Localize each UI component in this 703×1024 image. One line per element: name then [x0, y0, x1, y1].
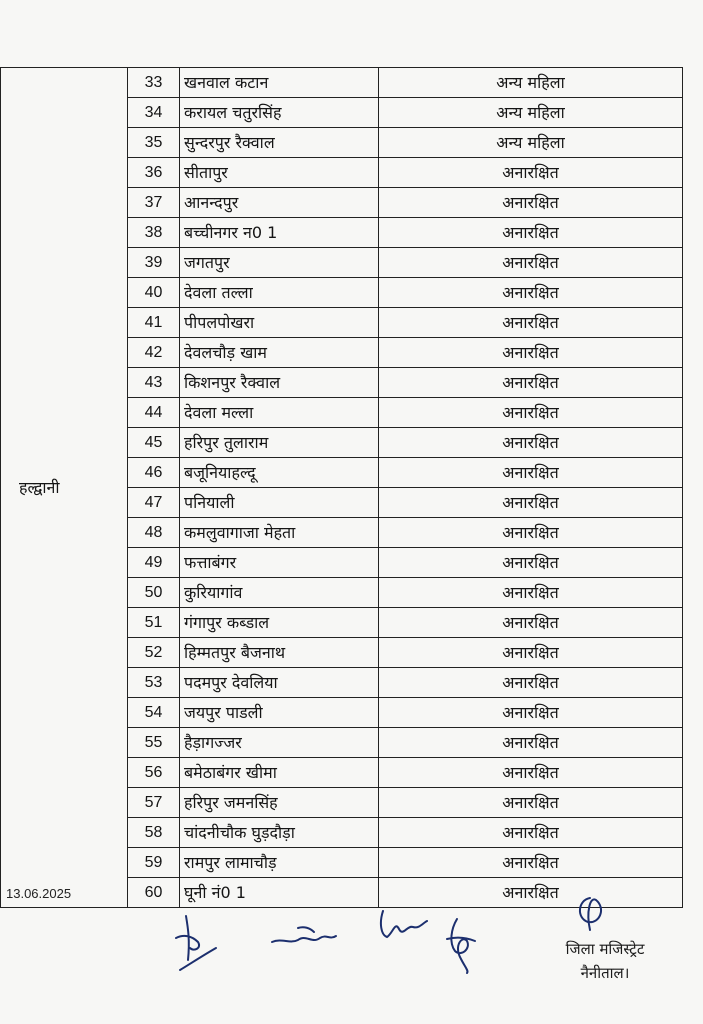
- reservation-category-cell: अनारक्षित: [379, 818, 683, 848]
- reservation-category-cell: अन्य महिला: [379, 98, 683, 128]
- reservation-category-cell: अनारक्षित: [379, 488, 683, 518]
- reservation-category-cell: अनारक्षित: [379, 278, 683, 308]
- village-name-cell: पीपलपोखरा: [180, 308, 379, 338]
- reservation-table: [0, 67, 683, 908]
- village-name-cell: चांदनीचौक घुड़दौड़ा: [180, 818, 379, 848]
- village-name-cell: करायल चतुरसिंह: [180, 98, 379, 128]
- serial-number-cell: 46: [128, 458, 180, 488]
- village-name-cell: हरिपुर तुलाराम: [180, 428, 379, 458]
- serial-number-cell: 54: [128, 698, 180, 728]
- village-name-cell: जयपुर पाडली: [180, 698, 379, 728]
- village-name-cell: देवला तल्ला: [180, 278, 379, 308]
- signature-3: [373, 903, 431, 947]
- reservation-category-cell: अनारक्षित: [379, 458, 683, 488]
- village-name-cell: हरिपुर जमनसिंह: [180, 788, 379, 818]
- serial-number-cell: 53: [128, 668, 180, 698]
- signatory-block: [530, 897, 680, 985]
- reservation-category-cell: अनारक्षित: [379, 848, 683, 878]
- serial-number-cell: 55: [128, 728, 180, 758]
- serial-number-cell: 42: [128, 338, 180, 368]
- table-row: [1, 68, 683, 98]
- reservation-category-cell: अनारक्षित: [379, 548, 683, 578]
- serial-number-cell: 51: [128, 608, 180, 638]
- serial-number-cell: 36: [128, 158, 180, 188]
- village-name-cell: देवलचौड़ खाम: [180, 338, 379, 368]
- serial-number-cell: 48: [128, 518, 180, 548]
- serial-number-cell: 57: [128, 788, 180, 818]
- block-name-cell: हल्द्वानी: [1, 68, 128, 908]
- serial-number-cell: 52: [128, 638, 180, 668]
- serial-number-cell: 35: [128, 128, 180, 158]
- table-body: [1, 68, 683, 908]
- document-date: 13.06.2025: [6, 886, 72, 901]
- village-name-cell: फत्ताबंगर: [180, 548, 379, 578]
- serial-number-cell: 41: [128, 308, 180, 338]
- village-name-cell: देवला मल्ला: [180, 398, 379, 428]
- serial-number-cell: 40: [128, 278, 180, 308]
- serial-number-cell: 39: [128, 248, 180, 278]
- signatory-title: जिला मजिस्ट्रेट: [565, 940, 645, 958]
- serial-number-cell: 34: [128, 98, 180, 128]
- reservation-category-cell: अनारक्षित: [379, 158, 683, 188]
- serial-number-cell: 59: [128, 848, 180, 878]
- reservation-category-cell: अनारक्षित: [379, 878, 683, 908]
- reservation-category-cell: अनारक्षित: [379, 758, 683, 788]
- reservation-category-cell: अनारक्षित: [379, 188, 683, 218]
- serial-number-cell: 43: [128, 368, 180, 398]
- signature-2: [268, 918, 340, 954]
- village-name-cell: किशनपुर रैक्वाल: [180, 368, 379, 398]
- village-name-cell: बजूनियाहल्दू: [180, 458, 379, 488]
- serial-number-cell: 45: [128, 428, 180, 458]
- village-name-cell: कुरियागांव: [180, 578, 379, 608]
- reservation-category-cell: अनारक्षित: [379, 788, 683, 818]
- serial-number-cell: 37: [128, 188, 180, 218]
- reservation-category-cell: अनारक्षित: [379, 398, 683, 428]
- village-name-cell: खनवाल कटान: [180, 68, 379, 98]
- village-name-cell: रामपुर लामाचौड़: [180, 848, 379, 878]
- serial-number-cell: 50: [128, 578, 180, 608]
- reservation-category-cell: अनारक्षित: [379, 638, 683, 668]
- village-name-cell: बमेठाबंगर खीमा: [180, 758, 379, 788]
- village-name-cell: सुन्दरपुर रैक्वाल: [180, 128, 379, 158]
- reservation-category-cell: अनारक्षित: [379, 248, 683, 278]
- village-name-cell: पनियाली: [180, 488, 379, 518]
- village-name-cell: बच्चीनगर न0 1: [180, 218, 379, 248]
- reservation-category-cell: अनारक्षित: [379, 668, 683, 698]
- village-name-cell: जगतपुर: [180, 248, 379, 278]
- serial-number-cell: 49: [128, 548, 180, 578]
- serial-number-cell: 58: [128, 818, 180, 848]
- reservation-category-cell: अनारक्षित: [379, 338, 683, 368]
- reservation-category-cell: अनारक्षित: [379, 368, 683, 398]
- serial-number-cell: 44: [128, 398, 180, 428]
- village-name-cell: घूनी नं0 1: [180, 878, 379, 908]
- village-name-cell: कमलुवागाजा मेहता: [180, 518, 379, 548]
- reservation-category-cell: अनारक्षित: [379, 578, 683, 608]
- reservation-category-cell: अनारक्षित: [379, 608, 683, 638]
- village-name-cell: हिम्मतपुर बैजनाथ: [180, 638, 379, 668]
- signature-4: [437, 915, 487, 975]
- serial-number-cell: 60: [128, 878, 180, 908]
- reservation-category-cell: अनारक्षित: [379, 428, 683, 458]
- serial-number-cell: 38: [128, 218, 180, 248]
- serial-number-cell: 33: [128, 68, 180, 98]
- serial-number-cell: 47: [128, 488, 180, 518]
- signature-1: [168, 908, 228, 976]
- reservation-category-cell: अनारक्षित: [379, 728, 683, 758]
- village-name-cell: आनन्दपुर: [180, 188, 379, 218]
- reservation-category-cell: अनारक्षित: [379, 698, 683, 728]
- village-name-cell: गंगापुर कब्डाल: [180, 608, 379, 638]
- reservation-category-cell: अनारक्षित: [379, 308, 683, 338]
- reservation-category-cell: अन्य महिला: [379, 68, 683, 98]
- village-name-cell: हैड़ागज्जर: [180, 728, 379, 758]
- signatory-district: नैनीताल।: [580, 964, 630, 982]
- village-name-cell: पदमपुर देवलिया: [180, 668, 379, 698]
- reservation-category-cell: अनारक्षित: [379, 518, 683, 548]
- village-name-cell: सीतापुर: [180, 158, 379, 188]
- reservation-category-cell: अन्य महिला: [379, 128, 683, 158]
- serial-number-cell: 56: [128, 758, 180, 788]
- reservation-category-cell: अनारक्षित: [379, 218, 683, 248]
